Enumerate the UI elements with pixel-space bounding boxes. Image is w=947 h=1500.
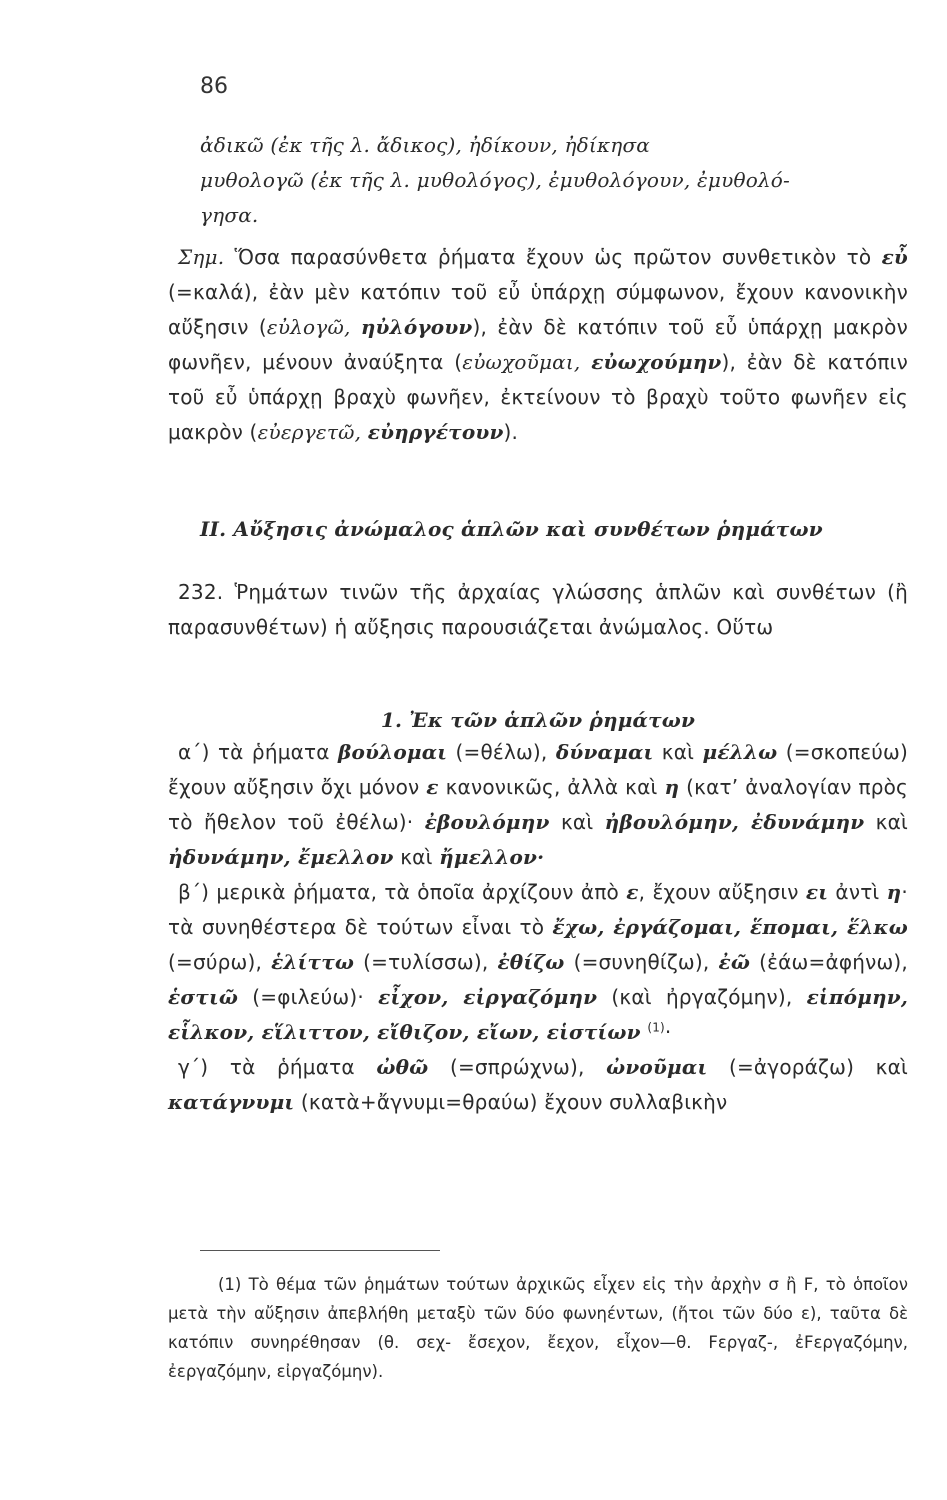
note-eu: εὖ xyxy=(881,245,908,269)
verb-elittw: ἑλίττω xyxy=(271,950,355,974)
note-text-2: (=καλά), ἐὰν μὲν κατόπιν τοῦ εὖ ὑπάρχῃ σύμφωνον, ἔχουν κανονικὴν αὔξησιν ( xyxy=(168,280,908,339)
item-alpha xyxy=(168,735,908,875)
item-beta-text: (=σύρω), xyxy=(168,950,272,974)
note-text-4: ), ἐὰν δὲ κατόπιν τοῦ εὖ ὑπάρχῃ βραχὺ φωνῆεν, ἐκτείνουν τὸ βραχὺ τοῦτο φωνῆεν εἰς μακρὸν ( xyxy=(168,350,908,444)
verb-ethizw: ἐθίζω xyxy=(497,950,565,974)
form-hboulomhn: ἠβουλόμην, ἐδυνάμην xyxy=(604,810,865,834)
item-alpha-text: καὶ xyxy=(864,810,909,834)
item-beta-text: (=συνηθίζω), xyxy=(564,950,719,974)
item-alpha-text: (κατ’ ἀναλογίαν πρὸς τὸ ἤθελον τοῦ ἐθέλω)· xyxy=(168,775,908,834)
footnote-divider xyxy=(200,1250,440,1251)
item-gamma-text: (κατὰ+ἄγνυμι=θραύω) ἔχουν συλλαβικὴν xyxy=(294,1090,728,1114)
example-adikw: ἀδικῶ (ἐκ τῆς λ. ἄδικος), ἠδίκουν, ἠδίκησα xyxy=(200,133,651,157)
note-example-1-augmented: ηὐλόγουν xyxy=(360,315,473,339)
item-beta-text: (ἐάω=ἀφήνω), xyxy=(750,950,908,974)
verb-katagnymi: κατάγνυμι xyxy=(168,1090,295,1114)
paragraph-232 xyxy=(168,575,908,645)
example-mythologw-line1: μυθολογῶ (ἐκ τῆς λ. μυθολόγος), ἐμυθολόγουν, ἐμυθολό- xyxy=(200,168,791,192)
verb-wthw: ὠθῶ xyxy=(376,1055,429,1079)
item-beta-text: · τὰ συνηθέστερα δὲ τούτων εἶναι τὸ xyxy=(168,880,908,939)
augment-e: ε xyxy=(426,775,439,799)
augment-ei: ει xyxy=(805,880,829,904)
item-beta-text: , ἔχουν αὔξησιν xyxy=(638,880,806,904)
note-example-3: εὐεργετῶ, xyxy=(257,420,362,444)
note-text-5: ). xyxy=(503,420,519,444)
note-example-3-augmented: εὐηργέτουν xyxy=(367,420,504,444)
item-beta-text: (καὶ ἠργαζόμην), xyxy=(597,985,807,1009)
item-gamma-text: (=σπρώχνω), xyxy=(428,1055,607,1079)
form-list: εἱπόμην, εἷλκον, εἵλιττον, εἴθιζον, εἴων, εἱστίων xyxy=(168,985,909,1044)
item-alpha-text: καὶ xyxy=(549,810,605,834)
item-alpha-text: α΄) τὰ ῥήματα xyxy=(178,740,338,764)
verb-mellw: μέλλω xyxy=(702,740,778,764)
footnote-ref: (1) xyxy=(647,1020,665,1035)
form-eboulomhn: ἐβουλόμην xyxy=(424,810,550,834)
items-block xyxy=(168,735,908,1120)
example-mythologw xyxy=(200,163,908,233)
note-block xyxy=(168,240,908,450)
form-hmellon: ἤμελλον· xyxy=(439,845,545,869)
form-hdynamhn: ἠδυνάμην, ἔμελλον xyxy=(168,845,394,869)
footnote: (1) Τὸ θέμα τῶν ῥημάτων τούτων ἀρχικῶς εἶχεν εἰς τὴν ἀρχὴν σ ἢ F, τὸ ὁποῖον μετὰ τὴν αὔξησιν ἀπεβλήθη μεταξὺ τῶν δύο φωνηέντων, (ἤτοι τῶν δύο ε), ταῦτα δὲ κατόπιν συνηρέθησαν (θ. σεχ- ἔσεχον, ἔεχον, εἶχον—θ. Fεργαζ-, ἐFεργαζόμην, ἐεργαζόμην, εἰργαζόμην). xyxy=(168,1275,908,1381)
verb-boulomai: βούλομαι xyxy=(338,740,448,764)
page-number: 86 xyxy=(200,74,228,99)
item-beta-text: · xyxy=(664,1020,672,1044)
item-alpha-text: καὶ xyxy=(393,845,440,869)
item-beta-text: (=τυλίσσω), xyxy=(354,950,498,974)
item-alpha-text: καὶ xyxy=(653,740,703,764)
verb-estiw: ἑστιῶ xyxy=(168,985,239,1009)
note-label: Σημ. xyxy=(178,245,225,269)
item-beta-text: β΄) μερικὰ ῥήματα, τὰ ὁποῖα ἀρχίζουν ἀπὸ xyxy=(178,880,627,904)
note-text-3: ), ἐὰν δὲ κατόπιν τοῦ εὖ ὑπάρχῃ μακρὸν φωνῆεν, μένουν ἀναύξητα ( xyxy=(168,315,908,374)
item-gamma xyxy=(168,1050,908,1120)
examples-block xyxy=(168,128,908,233)
letter-e: ε xyxy=(626,880,639,904)
verb-list: ἔχω, ἐργάζομαι, ἕπομαι, ἕλκω xyxy=(552,915,908,939)
item-beta xyxy=(168,875,908,1050)
note-example-1: εὐλογῶ, xyxy=(266,315,351,339)
section-heading: II. Αὔξησις ἀνώμαλος ἁπλῶν καὶ συνθέτων ῥημάτων xyxy=(200,517,823,541)
note-text-1: Ὅσα παρασύνθετα ῥήματα ἔχουν ὡς πρῶτον συνθετικὸν τὸ xyxy=(224,245,882,269)
note-example-2: εὐωχοῦμαι, xyxy=(462,350,581,374)
note-paragraph xyxy=(168,240,908,450)
item-alpha-text: κανονικῶς, ἀλλὰ καὶ xyxy=(438,775,665,799)
item-gamma-text: (=ἀγοράζω) καὶ xyxy=(707,1055,908,1079)
example-mythologw-line2: γησα. xyxy=(200,203,259,227)
form-eixon: εἶχον, εἰργαζόμην xyxy=(378,985,598,1009)
item-gamma-text: γ΄) τὰ ῥήματα xyxy=(178,1055,377,1079)
subsection-heading-block xyxy=(168,703,908,738)
item-alpha-text: (=θέλω), xyxy=(447,740,556,764)
verb-dynamai: δύναμαι xyxy=(555,740,654,764)
augment-h: η xyxy=(886,880,902,904)
item-alpha-text: (=σκοπεύω) ἔχουν αὔξησιν ὄχι μόνον xyxy=(168,740,908,799)
item-beta-text: ἀντὶ xyxy=(828,880,887,904)
paragraph-232-text: 232. Ῥημάτων τινῶν τῆς ἀρχαίας γλώσσης ἁπλῶν καὶ συνθέτων (ἢ παρασυνθέτων) ἡ αὔξησις παρουσιάζεται ἀνώμαλος. Οὕτω xyxy=(168,580,908,639)
item-beta-text: (=φιλεύω)· xyxy=(238,985,379,1009)
verb-wnoumai: ὠνοῦμαι xyxy=(606,1055,708,1079)
subsection-heading: 1. Ἐκ τῶν ἁπλῶν ῥημάτων xyxy=(380,708,696,732)
verb-ew: ἐῶ xyxy=(718,950,751,974)
augment-h: η xyxy=(664,775,680,799)
note-example-2-augmented: εὐωχούμην xyxy=(591,350,722,374)
